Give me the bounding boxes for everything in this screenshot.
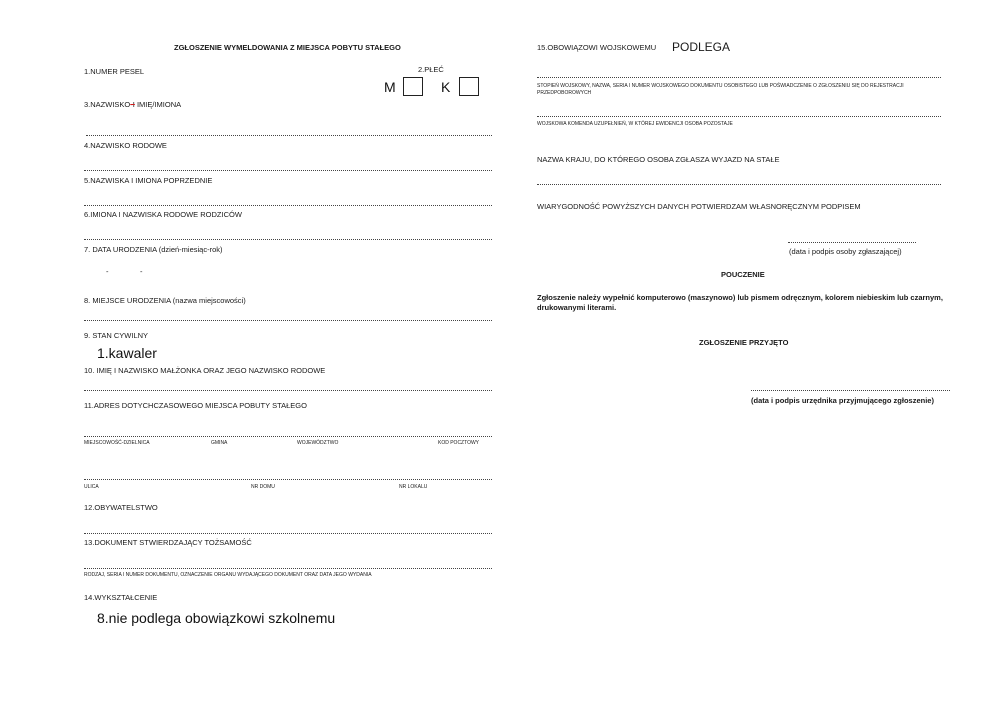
podpis-zglaszajacej-caption: (data i podpis osoby zgłaszającej) bbox=[789, 247, 902, 256]
form-title: ZGŁOSZENIE WYMELDOWANIA Z MIEJSCA POBYTU STAŁEGO bbox=[174, 43, 401, 52]
addr-gmina-caption: GMINA bbox=[211, 440, 228, 446]
nazwisko-imie-field[interactable] bbox=[86, 135, 492, 136]
addr-nr-domu-caption: NR DOMU bbox=[251, 484, 275, 490]
miejsce-urodzenia-label: 8. MIEJSCE URODZENIA (nazwa miejscowości) bbox=[84, 296, 246, 305]
obywatelstwo-label: 12.OBYWATELSTWO bbox=[84, 503, 158, 512]
rodzice-field[interactable] bbox=[84, 239, 492, 240]
podpis-zglaszajacej-field[interactable] bbox=[788, 242, 916, 243]
nazwisko-rodowe-label: 4.NAZWISKO RODOWE bbox=[84, 141, 167, 150]
komenda-field[interactable] bbox=[537, 116, 941, 117]
rodzice-label: 6.IMIONA I NAZWISKA RODOWE RODZICÓW bbox=[84, 210, 242, 219]
pouczenie-title: POUCZENIE bbox=[721, 270, 765, 279]
malzonek-field[interactable] bbox=[84, 390, 492, 391]
poprzednie-label: 5.NAZWISKA I IMIONA POPRZEDNIE bbox=[84, 176, 213, 185]
pouczenie-text: Zgłoszenie należy wypełnić komputerowo (maszynowo) lub pismem odręcznym, kolorem niebieskim lub czarnym, drukowanymi literami. bbox=[537, 293, 943, 313]
kraj-field[interactable] bbox=[537, 184, 941, 185]
adres-line-2[interactable] bbox=[84, 479, 492, 480]
wojsko-value[interactable]: PODLEGA bbox=[672, 40, 731, 54]
stopien-field[interactable] bbox=[537, 77, 941, 78]
data-urodzenia-dash: - bbox=[106, 267, 109, 276]
komenda-caption: WOJSKOWA KOMENDA UZUPEŁNIEŃ, W KTÓREJ EWIDENCJI OSOBA POZOSTAJE bbox=[537, 121, 733, 127]
przyjeto-title: ZGŁOSZENIE PRZYJĘTO bbox=[699, 338, 789, 347]
data-urodzenia-label: 7. DATA URODZENIA (dzień-miesiąc-rok) bbox=[84, 245, 223, 254]
addr-ulica-caption: ULICA bbox=[84, 484, 99, 490]
dokument-label: 13.DOKUMENT STWIERDZAJĄCY TOŻSAMOŚĆ bbox=[84, 538, 252, 547]
addr-miejscowosc-caption: MIEJSCOWOŚĆ-DZIELNICA bbox=[84, 440, 150, 446]
malzonek-label: 10. IMIĘ I NAZWISKO MAŁŻONKA ORAZ JEGO NAZWISKO RODOWE bbox=[84, 366, 326, 375]
nazwisko-rodowe-field[interactable] bbox=[84, 170, 492, 171]
kraj-label: NAZWA KRAJU, DO KTÓREGO OSOBA ZGŁASZA WYJAZD NA STAŁE bbox=[537, 155, 780, 164]
podpis-urzednika-caption: (data i podpis urzędnika przyjmującego zgłoszenie) bbox=[751, 396, 934, 405]
adres-label: 11.ADRES DOTYCHCZASOWEGO MIEJSCA POBUTY STAŁEGO bbox=[84, 401, 307, 410]
plec-k-checkbox[interactable] bbox=[459, 77, 479, 96]
wiarygodnosc-label: WIARYGODNOŚĆ POWYŻSZYCH DANYCH POTWIERDZAM WŁASNORĘCZNYM PODPISEM bbox=[537, 202, 861, 211]
wyksztalcenie-label: 14.WYKSZTAŁCENIE bbox=[84, 593, 158, 602]
addr-wojewodztwo-caption: WOJEWÓDZTWO bbox=[297, 440, 339, 446]
pesel-label: 1.NUMER PESEL bbox=[84, 67, 145, 76]
plec-label: 2.PŁEĆ bbox=[418, 65, 444, 74]
wojsko-label: 15.OBOWIĄZOWI WOJSKOWEMU bbox=[537, 43, 657, 52]
plec-k-label: K bbox=[441, 79, 451, 95]
miejsce-urodzenia-field[interactable] bbox=[84, 320, 492, 321]
adres-line-1[interactable] bbox=[84, 436, 492, 437]
dokument-field[interactable] bbox=[84, 568, 492, 569]
stopien-caption: STOPIEŃ WOJSKOWY, NAZWA, SERIA I NUMER WOJSKOWEGO DOKUMENTU OSOBISTEGO LUB POŚWIADCZENIE O ZGŁOSZENIU SIĘ DO REJESTRACJI PRZEDPOBOROWYCH bbox=[537, 83, 904, 96]
nazwisko-imie-label: 3.NAZWISKO-I IMIĘ/IMIONA bbox=[84, 100, 182, 109]
stan-cywilny-label: 9. STAN CYWILNY bbox=[84, 331, 149, 340]
podpis-urzednika-field[interactable] bbox=[751, 390, 950, 391]
poprzednie-field[interactable] bbox=[84, 205, 492, 206]
dokument-caption: RODZAJ, SERIA I NUMER DOKUMENTU, OZNACZENIE ORGANU WYDAJĄCEGO DOKUMENT ORAZ DATA JEGO WYDANIA bbox=[84, 572, 372, 578]
addr-kod-caption: KOD POCZTOWY bbox=[438, 440, 480, 446]
plec-m-checkbox[interactable] bbox=[403, 77, 423, 96]
plec-m-label: M bbox=[384, 79, 396, 95]
stan-cywilny-value[interactable]: 1.kawaler bbox=[97, 345, 157, 361]
obywatelstwo-field[interactable] bbox=[84, 533, 492, 534]
addr-nr-lokalu-caption: NR LOKALU bbox=[399, 484, 428, 490]
data-urodzenia-dash: - bbox=[140, 267, 143, 276]
wyksztalcenie-value[interactable]: 8.nie podlega obowiązkowi szkolnemu bbox=[97, 610, 336, 626]
nazwisko-strike: -I bbox=[130, 100, 135, 109]
